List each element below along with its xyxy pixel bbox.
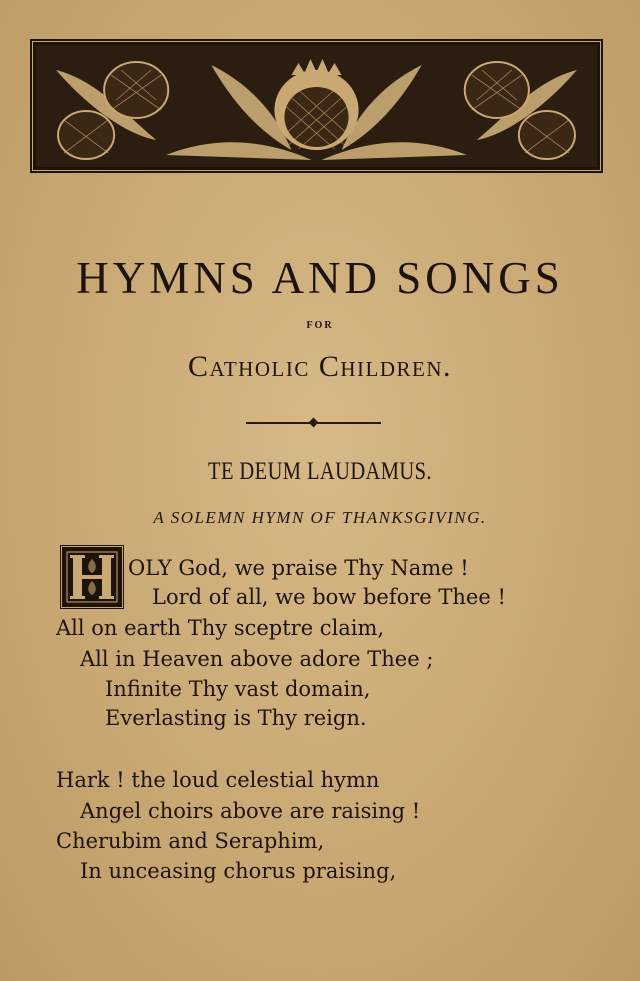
- verse-line: Everlasting is Thy reign.: [105, 706, 367, 730]
- verse-line: Lord of all, we bow before Thee !: [152, 585, 506, 609]
- verse-line: Hark ! the loud celestial hymn: [56, 768, 380, 792]
- book-title: HYMNS AND SONGS: [76, 253, 564, 303]
- thistle-ornament-banner: [33, 42, 600, 170]
- verse-line: Infinite Thy vast domain,: [105, 677, 371, 701]
- hymn-title: TE DEUM LAUDAMUS.: [208, 458, 432, 485]
- verse-line: Angel choirs above are raising !: [80, 799, 421, 823]
- for-label: FOR: [306, 320, 334, 331]
- verse-line: All in Heaven above adore Thee ;: [80, 647, 434, 671]
- dropcap-h-icon: [62, 547, 122, 607]
- divider-diamond-icon: [309, 418, 319, 428]
- verse-line: OLY God, we praise Thy Name !: [128, 556, 469, 580]
- hymn-subtitle: A SOLEMN HYMN OF THANKSGIVING.: [153, 508, 487, 527]
- thistle-ornament-icon: [36, 45, 597, 167]
- verse-line: Cherubim and Seraphim,: [56, 829, 325, 853]
- verse-line: In unceasing chorus praising,: [80, 859, 397, 883]
- verse-line: All on earth Thy sceptre claim,: [56, 616, 385, 640]
- book-subtitle: Catholic Children.: [188, 350, 452, 383]
